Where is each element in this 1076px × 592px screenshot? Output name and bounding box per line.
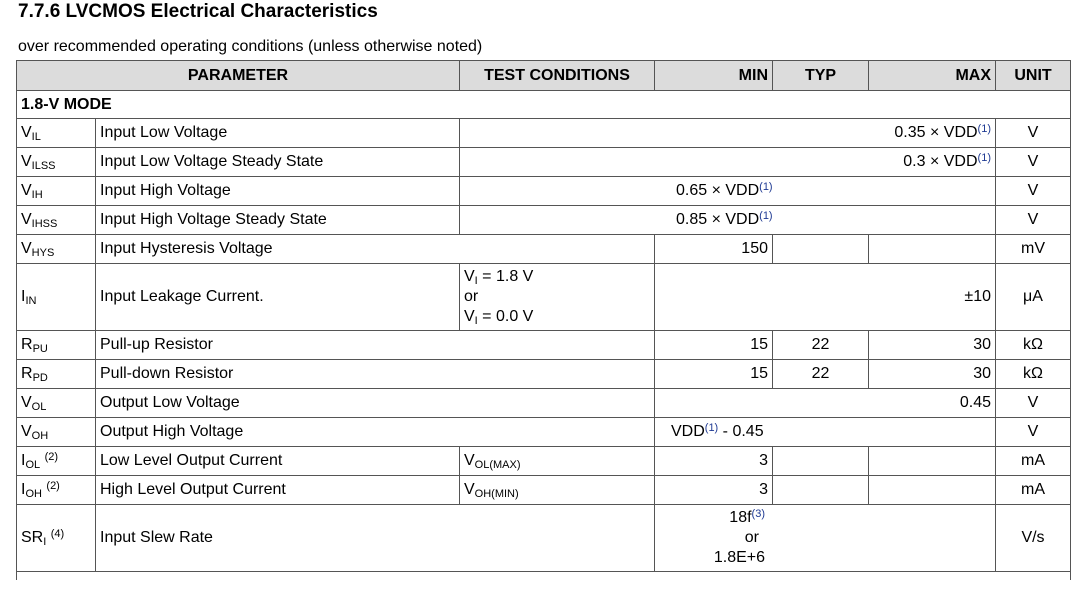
max-cell: 30 <box>869 360 996 389</box>
unit-cell: μA <box>996 264 1071 331</box>
table-row <box>17 119 1071 148</box>
max-cell: 0.45 <box>655 389 996 418</box>
table-row <box>17 476 1071 505</box>
min-cell: 3 <box>655 447 773 476</box>
table-row <box>17 177 1071 206</box>
value-cell: $0.3 \times VDD^{(1)}$ <box>460 148 996 177</box>
section-title: 7.7.6 LVCMOS Electrical Characteristics <box>18 1 378 22</box>
max-cell <box>869 447 996 476</box>
value-cell: $0.85 \times VDD^{(1)}$ <box>460 206 996 235</box>
unit-cell: V <box>996 418 1071 447</box>
description-cell: Input Low Voltage <box>96 119 460 148</box>
table-row <box>17 360 1071 389</box>
table-row <box>17 264 1071 331</box>
symbol-cell: $V_{ILSS}$ <box>17 148 96 177</box>
table-subtitle: over recommended operating conditions (unless otherwise noted) <box>18 38 483 55</box>
table-row <box>17 206 1071 235</box>
description-cell: Input Leakage Current. <box>96 264 460 331</box>
max-cell <box>869 476 996 505</box>
section-row <box>17 91 1071 119</box>
description-cell: Input High Voltage Steady State <box>96 206 460 235</box>
description-cell: Pull-down Resistor <box>96 360 655 389</box>
typ-cell <box>773 235 869 264</box>
header-typ: TYP <box>773 61 869 91</box>
table-row <box>17 331 1071 360</box>
unit-cell: kΩ <box>996 360 1071 389</box>
value-cell: $0.65 \times VDD^{(1)}$ <box>460 177 996 206</box>
description-cell: Input High Voltage <box>96 177 460 206</box>
min-cell: 15 <box>655 331 773 360</box>
header-test-conditions: TEST CONDITIONS <box>460 61 655 91</box>
electrical-characteristics-table <box>16 60 1071 580</box>
unit-cell: mA <box>996 447 1071 476</box>
description-cell: Low Level Output Current <box>96 447 460 476</box>
description-cell: High Level Output Current <box>96 476 460 505</box>
symbol-cell: $I_{IN}$ <box>17 264 96 331</box>
description-cell: Input Low Voltage Steady State <box>96 148 460 177</box>
symbol-cell: $V_{OH}$ <box>17 418 96 447</box>
header-parameter: PARAMETER <box>17 61 460 91</box>
min-cell: $18f^{(3)}$ or 1.8E+6 <box>655 505 996 572</box>
symbol-cell: $R_{PD}$ <box>17 360 96 389</box>
max-cell: ±10 <box>655 264 996 331</box>
unit-cell: mA <box>996 476 1071 505</box>
description-cell: Input Hysteresis Voltage <box>96 235 655 264</box>
max-cell <box>869 235 996 264</box>
table-row-partial <box>17 572 1071 581</box>
typ-cell: 22 <box>773 360 869 389</box>
symbol-cell: $R_{PU}$ <box>17 331 96 360</box>
table-row <box>17 418 1071 447</box>
unit-cell: V <box>996 177 1071 206</box>
symbol-cell: $V_{IHSS}$ <box>17 206 96 235</box>
symbol-cell: $I_{OH}$ $^{(2)}$ <box>17 476 96 505</box>
header-min: MIN <box>655 61 773 91</box>
description-cell: Pull-up Resistor <box>96 331 655 360</box>
unit-cell: V <box>996 206 1071 235</box>
min-cell: VDD$^{(1)}$ - 0.45 <box>655 418 996 447</box>
value-cell: $0.35 \times VDD^{(1)}$ <box>460 119 996 148</box>
min-cell: 15 <box>655 360 773 389</box>
test-condition-cell: $V_I = 1.8$ V or $V_I = 0.0$ V <box>460 264 655 331</box>
unit-cell: V <box>996 148 1071 177</box>
min-cell: 3 <box>655 476 773 505</box>
table-header-row <box>17 61 1071 91</box>
min-cell: 150 <box>655 235 773 264</box>
test-condition-cell: $V_{OL(MAX)}$ <box>460 447 655 476</box>
table-row <box>17 389 1071 418</box>
table-row <box>17 235 1071 264</box>
unit-cell: kΩ <box>996 331 1071 360</box>
symbol-cell: $V_{HYS}$ <box>17 235 96 264</box>
test-condition-cell: $V_{OH(MIN)}$ <box>460 476 655 505</box>
symbol-cell: $V_{IH}$ <box>17 177 96 206</box>
typ-cell <box>773 476 869 505</box>
description-cell: Input Slew Rate <box>96 505 655 572</box>
description-cell: Output High Voltage <box>96 418 655 447</box>
section-label: 1.8-V MODE <box>17 91 1071 119</box>
typ-cell <box>773 447 869 476</box>
symbol-cell: $V_{OL}$ <box>17 389 96 418</box>
unit-cell: V/s <box>996 505 1071 572</box>
table-row <box>17 505 1071 572</box>
symbol-cell: $I_{OL}$ $^{(2)}$ <box>17 447 96 476</box>
header-max: MAX <box>869 61 996 91</box>
unit-cell: V <box>996 389 1071 418</box>
unit-cell: V <box>996 119 1071 148</box>
table-row <box>17 148 1071 177</box>
symbol-cell: $V_{IL}$ <box>17 119 96 148</box>
unit-cell: mV <box>996 235 1071 264</box>
table-row <box>17 447 1071 476</box>
symbol-cell: $SR_I$ $^{(4)}$ <box>17 505 96 572</box>
max-cell: 30 <box>869 331 996 360</box>
typ-cell: 22 <box>773 331 869 360</box>
description-cell: Output Low Voltage <box>96 389 655 418</box>
header-unit: UNIT <box>996 61 1071 91</box>
